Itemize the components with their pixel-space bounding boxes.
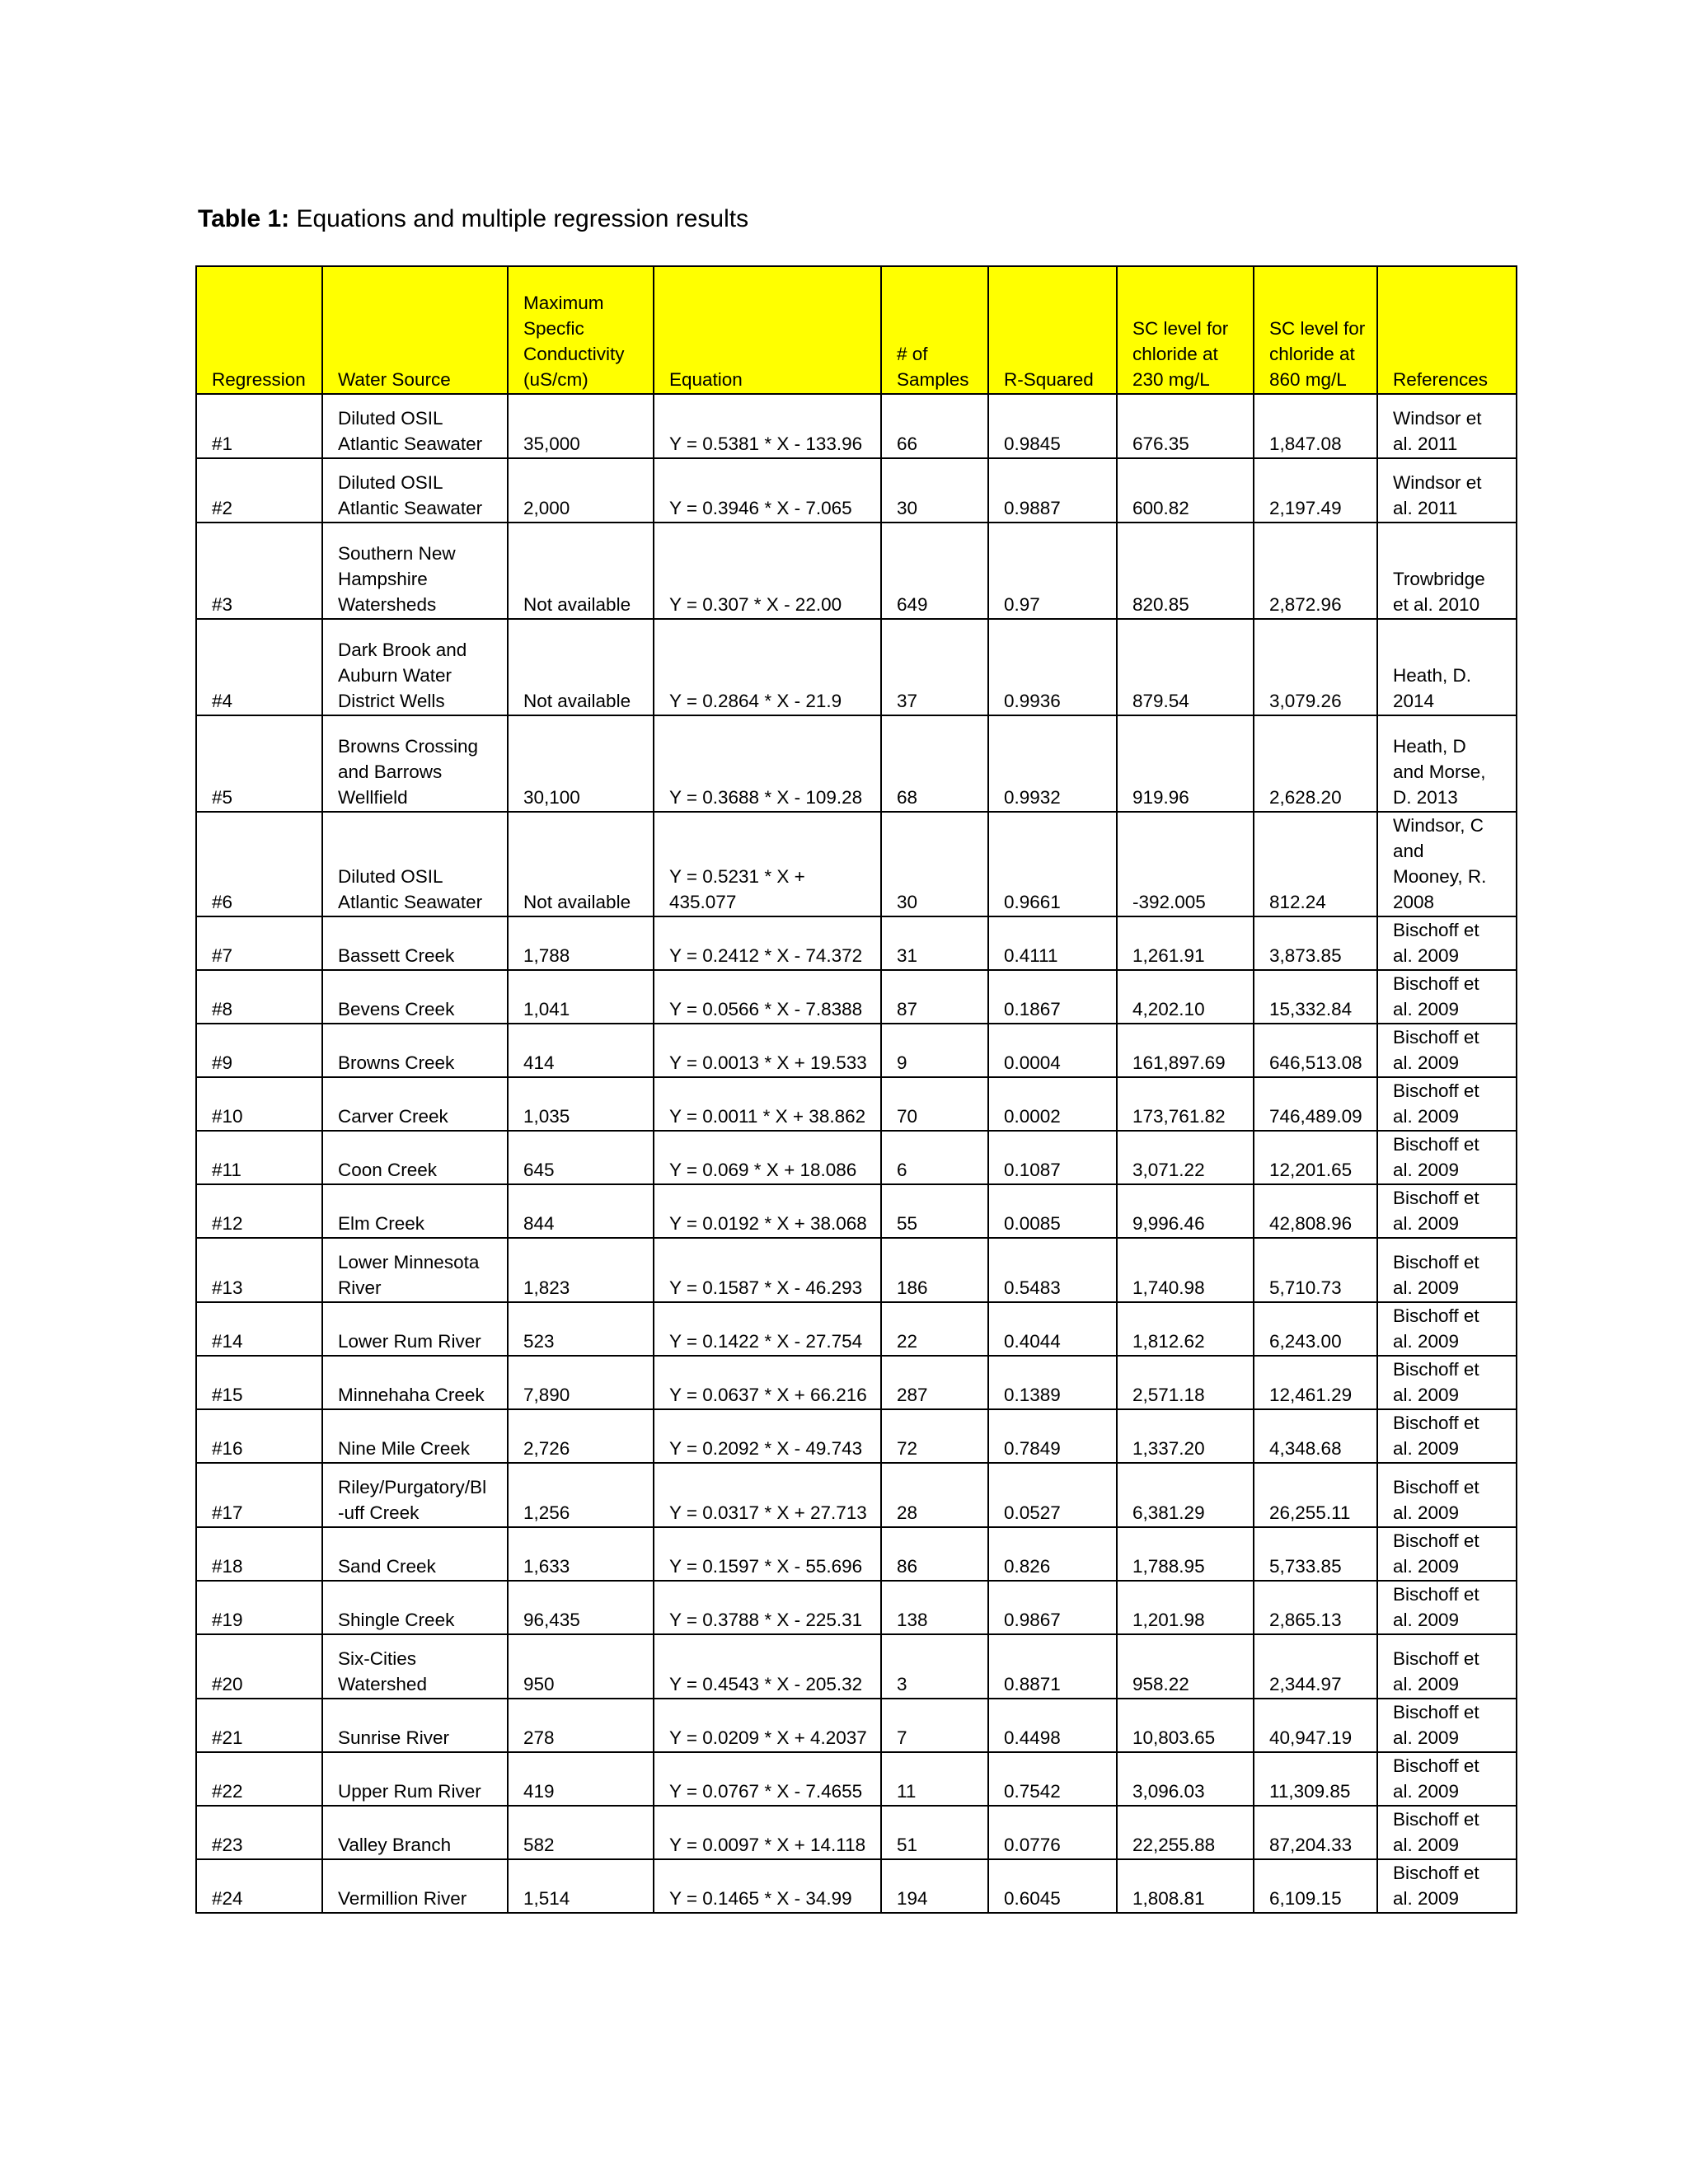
col-samples: # of Samples: [881, 266, 988, 394]
table-row: [196, 916, 1517, 970]
r-squared-cell: 0.9867: [988, 1581, 1117, 1634]
water-source-cell: Bevens Creek: [322, 970, 508, 1024]
water-source-cell: Lower Minnesota River: [322, 1238, 508, 1302]
samples-cell: 66: [881, 394, 988, 458]
samples-cell: 6: [881, 1131, 988, 1184]
equation-cell: Y = 0.3688 * X - 109.28: [654, 715, 881, 812]
r-squared-cell: 0.826: [988, 1527, 1117, 1581]
conductivity-cell: 645: [508, 1131, 654, 1184]
equation-cell: Y = 0.4543 * X - 205.32: [654, 1634, 881, 1699]
conductivity-cell: 96,435: [508, 1581, 654, 1634]
samples-cell: 51: [881, 1806, 988, 1859]
table-row: [196, 1409, 1517, 1463]
equation-cell: Y = 0.0011 * X + 38.862: [654, 1077, 881, 1131]
samples-cell: 30: [881, 458, 988, 523]
references-cell: Bischoff et al. 2009: [1377, 1356, 1517, 1409]
table-row: [196, 1463, 1517, 1527]
sc-860-cell: 6,243.00: [1254, 1302, 1377, 1356]
col-max-conductivity: Maximum Specfic Conductivity (uS/cm): [508, 266, 654, 394]
r-squared-cell: 0.0085: [988, 1184, 1117, 1238]
r-squared-cell: 0.0527: [988, 1463, 1117, 1527]
samples-cell: 3: [881, 1634, 988, 1699]
samples-cell: 138: [881, 1581, 988, 1634]
references-cell: Bischoff et al. 2009: [1377, 1238, 1517, 1302]
sc-860-cell: 2,628.20: [1254, 715, 1377, 812]
equation-cell: Y = 0.2092 * X - 49.743: [654, 1409, 881, 1463]
equation-cell: Y = 0.0209 * X + 4.2037: [654, 1699, 881, 1752]
sc-230-cell: 600.82: [1117, 458, 1254, 523]
sc-860-cell: 5,733.85: [1254, 1527, 1377, 1581]
water-source-cell: Browns Crossing and Barrows Wellfield: [322, 715, 508, 812]
sc-230-cell: 3,096.03: [1117, 1752, 1254, 1806]
regression-cell: #2: [196, 458, 322, 523]
sc-860-cell: 87,204.33: [1254, 1806, 1377, 1859]
conductivity-cell: 1,823: [508, 1238, 654, 1302]
r-squared-cell: 0.9936: [988, 619, 1117, 715]
equation-cell: Y = 0.3946 * X - 7.065: [654, 458, 881, 523]
references-cell: Bischoff et al. 2009: [1377, 1527, 1517, 1581]
regression-cell: #7: [196, 916, 322, 970]
sc-230-cell: 1,788.95: [1117, 1527, 1254, 1581]
regression-cell: #17: [196, 1463, 322, 1527]
samples-cell: 7: [881, 1699, 988, 1752]
table-row: [196, 1302, 1517, 1356]
col-equation: Equation: [654, 266, 881, 394]
water-source-cell: Diluted OSIL Atlantic Seawater: [322, 458, 508, 523]
sc-230-cell: 820.85: [1117, 523, 1254, 619]
references-cell: Trowbridge et al. 2010: [1377, 523, 1517, 619]
conductivity-cell: 1,514: [508, 1859, 654, 1913]
references-cell: Bischoff et al. 2009: [1377, 1184, 1517, 1238]
equation-cell: Y = 0.0192 * X + 38.068: [654, 1184, 881, 1238]
r-squared-cell: 0.4111: [988, 916, 1117, 970]
sc-860-cell: 6,109.15: [1254, 1859, 1377, 1913]
regression-cell: #6: [196, 812, 322, 916]
table-row: [196, 1131, 1517, 1184]
samples-cell: 287: [881, 1356, 988, 1409]
conductivity-cell: 419: [508, 1752, 654, 1806]
r-squared-cell: 0.1389: [988, 1356, 1117, 1409]
regression-table: [195, 265, 1517, 1914]
sc-230-cell: 919.96: [1117, 715, 1254, 812]
samples-cell: 9: [881, 1024, 988, 1077]
table-row: [196, 1581, 1517, 1634]
sc-230-cell: 3,071.22: [1117, 1131, 1254, 1184]
samples-cell: 194: [881, 1859, 988, 1913]
r-squared-cell: 0.9661: [988, 812, 1117, 916]
conductivity-cell: 1,633: [508, 1527, 654, 1581]
col-regression: Regression: [196, 266, 322, 394]
water-source-cell: Coon Creek: [322, 1131, 508, 1184]
references-cell: Bischoff et al. 2009: [1377, 1463, 1517, 1527]
water-source-cell: Diluted OSIL Atlantic Seawater: [322, 812, 508, 916]
table-row: [196, 1634, 1517, 1699]
table-row: [196, 1238, 1517, 1302]
conductivity-cell: 2,726: [508, 1409, 654, 1463]
sc-860-cell: 11,309.85: [1254, 1752, 1377, 1806]
r-squared-cell: 0.9932: [988, 715, 1117, 812]
sc-230-cell: 4,202.10: [1117, 970, 1254, 1024]
water-source-cell: Southern New Hampshire Watersheds: [322, 523, 508, 619]
conductivity-cell: Not available: [508, 812, 654, 916]
sc-860-cell: 4,348.68: [1254, 1409, 1377, 1463]
regression-cell: #3: [196, 523, 322, 619]
col-r-squared: R-Squared: [988, 266, 1117, 394]
equation-cell: Y = 0.1422 * X - 27.754: [654, 1302, 881, 1356]
table-row: [196, 1356, 1517, 1409]
table-body: [196, 394, 1517, 1913]
r-squared-cell: 0.7849: [988, 1409, 1117, 1463]
regression-cell: #20: [196, 1634, 322, 1699]
conductivity-cell: 1,041: [508, 970, 654, 1024]
equation-cell: Y = 0.0013 * X + 19.533: [654, 1024, 881, 1077]
sc-860-cell: 812.24: [1254, 812, 1377, 916]
references-cell: Bischoff et al. 2009: [1377, 1131, 1517, 1184]
r-squared-cell: 0.1087: [988, 1131, 1117, 1184]
sc-230-cell: 22,255.88: [1117, 1806, 1254, 1859]
r-squared-cell: 0.97: [988, 523, 1117, 619]
r-squared-cell: 0.8871: [988, 1634, 1117, 1699]
sc-230-cell: 1,337.20: [1117, 1409, 1254, 1463]
sc-860-cell: 15,332.84: [1254, 970, 1377, 1024]
table-row: [196, 1024, 1517, 1077]
sc-860-cell: 12,201.65: [1254, 1131, 1377, 1184]
r-squared-cell: 0.9845: [988, 394, 1117, 458]
water-source-cell: Lower Rum River: [322, 1302, 508, 1356]
references-cell: Bischoff et al. 2009: [1377, 1699, 1517, 1752]
conductivity-cell: 35,000: [508, 394, 654, 458]
col-sc-860: SC level for chloride at 860 mg/L: [1254, 266, 1377, 394]
equation-cell: Y = 0.0097 * X + 14.118: [654, 1806, 881, 1859]
references-cell: Heath, D. 2014: [1377, 619, 1517, 715]
samples-cell: 28: [881, 1463, 988, 1527]
sc-230-cell: 1,812.62: [1117, 1302, 1254, 1356]
samples-cell: 30: [881, 812, 988, 916]
regression-cell: #24: [196, 1859, 322, 1913]
r-squared-cell: 0.4498: [988, 1699, 1117, 1752]
references-cell: Bischoff et al. 2009: [1377, 1859, 1517, 1913]
references-cell: Bischoff et al. 2009: [1377, 1806, 1517, 1859]
sc-860-cell: 2,344.97: [1254, 1634, 1377, 1699]
table-row: [196, 715, 1517, 812]
regression-cell: #13: [196, 1238, 322, 1302]
sc-230-cell: 2,571.18: [1117, 1356, 1254, 1409]
water-source-cell: Carver Creek: [322, 1077, 508, 1131]
references-cell: Bischoff et al. 2009: [1377, 1302, 1517, 1356]
sc-860-cell: 12,461.29: [1254, 1356, 1377, 1409]
water-source-cell: Minnehaha Creek: [322, 1356, 508, 1409]
conductivity-cell: Not available: [508, 619, 654, 715]
references-cell: Bischoff et al. 2009: [1377, 1077, 1517, 1131]
equation-cell: Y = 0.1587 * X - 46.293: [654, 1238, 881, 1302]
references-cell: Windsor et al. 2011: [1377, 394, 1517, 458]
samples-cell: 22: [881, 1302, 988, 1356]
r-squared-cell: 0.0004: [988, 1024, 1117, 1077]
references-cell: Bischoff et al. 2009: [1377, 1581, 1517, 1634]
regression-cell: #16: [196, 1409, 322, 1463]
references-cell: Windsor et al. 2011: [1377, 458, 1517, 523]
water-source-cell: Shingle Creek: [322, 1581, 508, 1634]
water-source-cell: Bassett Creek: [322, 916, 508, 970]
sc-860-cell: 26,255.11: [1254, 1463, 1377, 1527]
sc-860-cell: 646,513.08: [1254, 1024, 1377, 1077]
sc-230-cell: 958.22: [1117, 1634, 1254, 1699]
regression-cell: #15: [196, 1356, 322, 1409]
conductivity-cell: 278: [508, 1699, 654, 1752]
references-cell: Windsor, C and Mooney, R. 2008: [1377, 812, 1517, 916]
equation-cell: Y = 0.2412 * X - 74.372: [654, 916, 881, 970]
sc-860-cell: 3,873.85: [1254, 916, 1377, 970]
r-squared-cell: 0.1867: [988, 970, 1117, 1024]
references-cell: Bischoff et al. 2009: [1377, 1752, 1517, 1806]
regression-cell: #8: [196, 970, 322, 1024]
samples-cell: 186: [881, 1238, 988, 1302]
conductivity-cell: 30,100: [508, 715, 654, 812]
regression-cell: #23: [196, 1806, 322, 1859]
regression-cell: #1: [196, 394, 322, 458]
table-caption: [198, 203, 748, 236]
water-source-cell: Sunrise River: [322, 1699, 508, 1752]
sc-860-cell: 2,197.49: [1254, 458, 1377, 523]
sc-230-cell: 6,381.29: [1117, 1463, 1254, 1527]
conductivity-cell: 950: [508, 1634, 654, 1699]
sc-860-cell: 2,872.96: [1254, 523, 1377, 619]
sc-860-cell: 42,808.96: [1254, 1184, 1377, 1238]
water-source-cell: Upper Rum River: [322, 1752, 508, 1806]
regression-cell: #18: [196, 1527, 322, 1581]
water-source-cell: Valley Branch: [322, 1806, 508, 1859]
caption-text: Equations and multiple regression results: [296, 205, 749, 232]
samples-cell: 87: [881, 970, 988, 1024]
header-row: [196, 266, 1517, 394]
table-row: [196, 1184, 1517, 1238]
conductivity-cell: 2,000: [508, 458, 654, 523]
sc-860-cell: 1,847.08: [1254, 394, 1377, 458]
table-row: [196, 970, 1517, 1024]
table-row: [196, 1752, 1517, 1806]
table-row: [196, 458, 1517, 523]
water-source-cell: Sand Creek: [322, 1527, 508, 1581]
water-source-cell: Vermillion River: [322, 1859, 508, 1913]
regression-cell: #12: [196, 1184, 322, 1238]
table-row: [196, 1859, 1517, 1913]
samples-cell: 31: [881, 916, 988, 970]
samples-cell: 55: [881, 1184, 988, 1238]
sc-230-cell: 1,261.91: [1117, 916, 1254, 970]
sc-230-cell: 10,803.65: [1117, 1699, 1254, 1752]
sc-230-cell: 173,761.82: [1117, 1077, 1254, 1131]
water-source-cell: Riley/Purgatory/Bl -uff Creek: [322, 1463, 508, 1527]
col-references: References: [1377, 266, 1517, 394]
sc-230-cell: 9,996.46: [1117, 1184, 1254, 1238]
regression-cell: #14: [196, 1302, 322, 1356]
r-squared-cell: 0.4044: [988, 1302, 1117, 1356]
samples-cell: 86: [881, 1527, 988, 1581]
equation-cell: Y = 0.3788 * X - 225.31: [654, 1581, 881, 1634]
conductivity-cell: 523: [508, 1302, 654, 1356]
sc-860-cell: 746,489.09: [1254, 1077, 1377, 1131]
water-source-cell: Diluted OSIL Atlantic Seawater: [322, 394, 508, 458]
samples-cell: 70: [881, 1077, 988, 1131]
water-source-cell: Dark Brook and Auburn Water District Wells: [322, 619, 508, 715]
equation-cell: Y = 0.0767 * X - 7.4655: [654, 1752, 881, 1806]
conductivity-cell: 1,256: [508, 1463, 654, 1527]
references-cell: Bischoff et al. 2009: [1377, 1409, 1517, 1463]
water-source-cell: Nine Mile Creek: [322, 1409, 508, 1463]
equation-cell: Y = 0.1465 * X - 34.99: [654, 1859, 881, 1913]
sc-860-cell: 3,079.26: [1254, 619, 1377, 715]
samples-cell: 72: [881, 1409, 988, 1463]
sc-230-cell: 1,808.81: [1117, 1859, 1254, 1913]
conductivity-cell: 844: [508, 1184, 654, 1238]
r-squared-cell: 0.9887: [988, 458, 1117, 523]
equation-cell: Y = 0.5381 * X - 133.96: [654, 394, 881, 458]
water-source-cell: Elm Creek: [322, 1184, 508, 1238]
table-row: [196, 1077, 1517, 1131]
regression-cell: #21: [196, 1699, 322, 1752]
r-squared-cell: 0.7542: [988, 1752, 1117, 1806]
regression-cell: #10: [196, 1077, 322, 1131]
regression-cell: #5: [196, 715, 322, 812]
sc-230-cell: 879.54: [1117, 619, 1254, 715]
equation-cell: Y = 0.0566 * X - 7.8388: [654, 970, 881, 1024]
equation-cell: Y = 0.069 * X + 18.086: [654, 1131, 881, 1184]
table-row: [196, 1699, 1517, 1752]
table-row: [196, 523, 1517, 619]
equation-cell: Y = 0.5231 * X + 435.077: [654, 812, 881, 916]
references-cell: Bischoff et al. 2009: [1377, 1634, 1517, 1699]
col-water-source: Water Source: [322, 266, 508, 394]
regression-cell: #11: [196, 1131, 322, 1184]
sc-860-cell: 5,710.73: [1254, 1238, 1377, 1302]
conductivity-cell: 582: [508, 1806, 654, 1859]
regression-cell: #22: [196, 1752, 322, 1806]
sc-230-cell: -392.005: [1117, 812, 1254, 916]
sc-230-cell: 676.35: [1117, 394, 1254, 458]
conductivity-cell: 1,035: [508, 1077, 654, 1131]
col-sc-230: SC level for chloride at 230 mg/L: [1117, 266, 1254, 394]
conductivity-cell: 1,788: [508, 916, 654, 970]
equation-cell: Y = 0.0637 * X + 66.216: [654, 1356, 881, 1409]
samples-cell: 11: [881, 1752, 988, 1806]
table-row: [196, 1806, 1517, 1859]
sc-230-cell: 1,740.98: [1117, 1238, 1254, 1302]
regression-cell: #19: [196, 1581, 322, 1634]
references-cell: Heath, D and Morse, D. 2013: [1377, 715, 1517, 812]
regression-cell: #9: [196, 1024, 322, 1077]
conductivity-cell: Not available: [508, 523, 654, 619]
regression-cell: #4: [196, 619, 322, 715]
r-squared-cell: 0.0776: [988, 1806, 1117, 1859]
r-squared-cell: 0.0002: [988, 1077, 1117, 1131]
references-cell: Bischoff et al. 2009: [1377, 1024, 1517, 1077]
equation-cell: Y = 0.0317 * X + 27.713: [654, 1463, 881, 1527]
water-source-cell: Six-Cities Watershed: [322, 1634, 508, 1699]
sc-860-cell: 2,865.13: [1254, 1581, 1377, 1634]
sc-860-cell: 40,947.19: [1254, 1699, 1377, 1752]
equation-cell: Y = 0.1597 * X - 55.696: [654, 1527, 881, 1581]
samples-cell: 649: [881, 523, 988, 619]
references-cell: Bischoff et al. 2009: [1377, 916, 1517, 970]
sc-230-cell: 161,897.69: [1117, 1024, 1254, 1077]
r-squared-cell: 0.5483: [988, 1238, 1117, 1302]
sc-230-cell: 1,201.98: [1117, 1581, 1254, 1634]
table-row: [196, 812, 1517, 916]
equation-cell: Y = 0.2864 * X - 21.9: [654, 619, 881, 715]
conductivity-cell: 7,890: [508, 1356, 654, 1409]
samples-cell: 37: [881, 619, 988, 715]
references-cell: Bischoff et al. 2009: [1377, 970, 1517, 1024]
r-squared-cell: 0.6045: [988, 1859, 1117, 1913]
table-row: [196, 1527, 1517, 1581]
caption-label: Table 1:: [198, 205, 290, 232]
equation-cell: Y = 0.307 * X - 22.00: [654, 523, 881, 619]
water-source-cell: Browns Creek: [322, 1024, 508, 1077]
conductivity-cell: 414: [508, 1024, 654, 1077]
table-row: [196, 619, 1517, 715]
table-row: [196, 394, 1517, 458]
samples-cell: 68: [881, 715, 988, 812]
